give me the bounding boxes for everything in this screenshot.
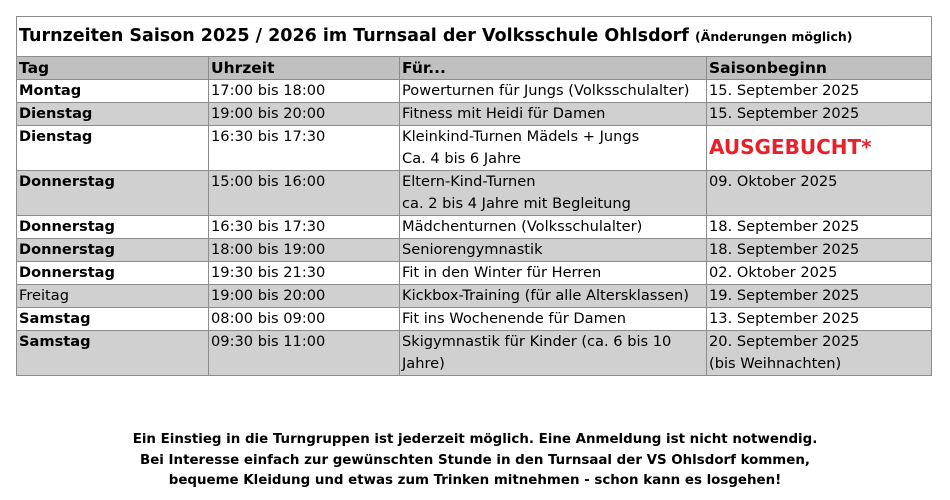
cell-time: 16:30 bis 17:30 (209, 126, 400, 171)
cell-day: Dienstag (17, 103, 209, 126)
cell-start (707, 80, 932, 103)
cell-start-line: 18. September 2025 (709, 218, 860, 235)
cell-start (707, 126, 932, 171)
cell-start-line: 15. September 2025 (709, 105, 860, 122)
table-row (17, 285, 932, 308)
cell-for (400, 126, 707, 171)
cell-start (707, 103, 932, 126)
title-note: (Änderungen möglich) (694, 29, 853, 44)
cell-day: Donnerstag (17, 171, 209, 216)
cell-start-line: (bis Weihnachten) (709, 355, 842, 372)
column-header-uhrzeit: Uhrzeit (209, 57, 400, 80)
table-row (17, 103, 932, 126)
cell-time: 08:00 bis 09:00 (209, 308, 400, 331)
cell-start-line: 09. Oktober 2025 (709, 173, 838, 190)
cell-day: Montag (17, 80, 209, 103)
cell-start (707, 262, 932, 285)
cell-for (400, 331, 707, 376)
footer-line: bequeme Kleidung und etwas zum Trinken mitnehmen - schon kann es losgehen! (168, 473, 782, 488)
schedule-sheet (16, 16, 931, 376)
cell-start (707, 171, 932, 216)
cell-for (400, 308, 707, 331)
cell-start-line: 18. September 2025 (709, 241, 860, 258)
cell-day: Dienstag (17, 126, 209, 171)
cell-for (400, 80, 707, 103)
table-row (17, 239, 932, 262)
table-row (17, 262, 932, 285)
cell-for-line: Fit in den Winter für Herren (402, 264, 602, 281)
column-header-tag: Tag (17, 57, 209, 80)
footer-line: Ein Einstieg in die Turngruppen ist jederzeit möglich. Eine Anmeldung ist nicht notwendig. (132, 432, 818, 447)
cell-start-line: 02. Oktober 2025 (709, 264, 838, 281)
cell-for-line: Mädchenturnen (Volksschulalter) (402, 218, 643, 235)
cell-for-line: ca. 2 bis 4 Jahre mit Begleitung (402, 195, 631, 212)
title-row (17, 17, 932, 57)
schedule-table (16, 16, 932, 376)
table-row (17, 80, 932, 103)
cell-time: 19:00 bis 20:00 (209, 285, 400, 308)
cell-for-line: Kleinkind-Turnen Mädels + Jungs (402, 128, 640, 145)
table-row (17, 216, 932, 239)
cell-time: 19:30 bis 21:30 (209, 262, 400, 285)
cell-for-line: Fitness mit Heidi für Damen (402, 105, 606, 122)
booked-out-label: AUSGEBUCHT* (709, 135, 872, 159)
cell-start (707, 239, 932, 262)
cell-start (707, 331, 932, 376)
cell-for-line: Powerturnen für Jungs (Volksschulalter) (402, 82, 690, 99)
schedule-body (17, 80, 932, 376)
cell-for-line: Kickbox-Training (für alle Altersklassen) (402, 287, 689, 304)
cell-time: 18:00 bis 19:00 (209, 239, 400, 262)
title-main: Turnzeiten Saison 2025 / 2026 im Turnsaal der Volksschule Ohlsdorf (19, 26, 689, 46)
cell-for (400, 239, 707, 262)
cell-for-line: Seniorengymnastik (402, 241, 543, 258)
cell-time: 16:30 bis 17:30 (209, 216, 400, 239)
cell-start (707, 308, 932, 331)
cell-start-line: 15. September 2025 (709, 82, 860, 99)
cell-for-line: Ca. 4 bis 6 Jahre (402, 150, 521, 167)
cell-time: 15:00 bis 16:00 (209, 171, 400, 216)
cell-for (400, 285, 707, 308)
page-title (17, 17, 932, 57)
cell-day: Donnerstag (17, 262, 209, 285)
table-row (17, 126, 932, 171)
cell-for-line: Jahre) (402, 355, 445, 372)
footer-line: Bei Interesse einfach zur gewünschten Stunde in den Turnsaal der VS Ohlsdorf kommen, (140, 452, 810, 468)
cell-for (400, 216, 707, 239)
column-header-fuer: Für... (400, 57, 707, 80)
cell-time: 17:00 bis 18:00 (209, 80, 400, 103)
cell-start (707, 285, 932, 308)
cell-for-line: Eltern-Kind-Turnen (402, 173, 536, 190)
cell-day: Donnerstag (17, 239, 209, 262)
cell-day: Freitag (17, 285, 209, 308)
table-row (17, 331, 932, 376)
cell-for-line: Fit ins Wochenende für Damen (402, 310, 627, 327)
header-row (17, 57, 932, 80)
cell-day: Samstag (17, 331, 209, 376)
cell-start-line: 19. September 2025 (709, 287, 860, 304)
cell-start-line: 13. September 2025 (709, 310, 860, 327)
table-row (17, 171, 932, 216)
cell-for-line: Skigymnastik für Kinder (ca. 6 bis 10 (402, 333, 672, 350)
cell-start (707, 216, 932, 239)
cell-start-line: 20. September 2025 (709, 333, 860, 350)
cell-day: Samstag (17, 308, 209, 331)
cell-time: 19:00 bis 20:00 (209, 103, 400, 126)
cell-time: 09:30 bis 11:00 (209, 331, 400, 376)
cell-for (400, 262, 707, 285)
table-row (17, 308, 932, 331)
cell-for (400, 171, 707, 216)
cell-for (400, 103, 707, 126)
cell-day: Donnerstag (17, 216, 209, 239)
column-header-saisonbeginn: Saisonbeginn (707, 57, 932, 80)
footer-note (0, 430, 950, 492)
